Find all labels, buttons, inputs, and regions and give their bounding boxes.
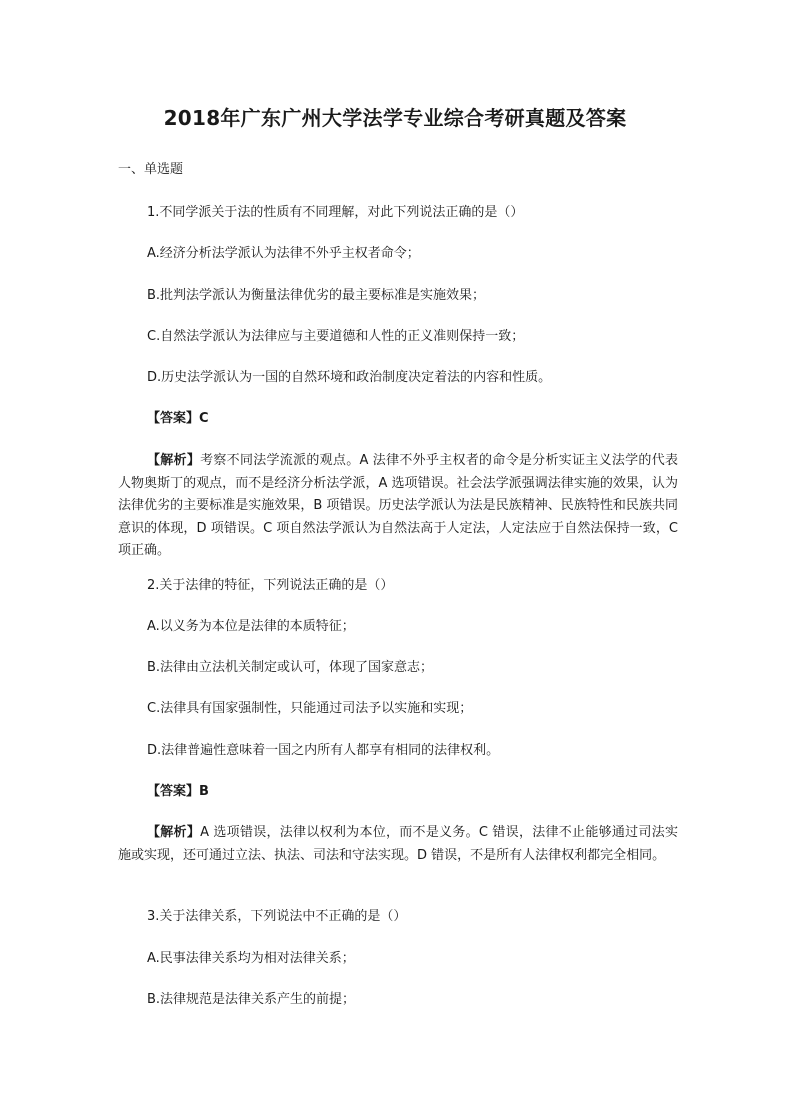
question-1-option-a: A.经济分析法学派认为法律不外乎主权者命令； — [147, 246, 420, 261]
question-2-stem: 2.关于法律的特征，下列说法正确的是（） — [147, 578, 394, 593]
analysis-text: A 选项错误，法律以权利为本位，而不是义务。C 错误，法律不止能够通过司法实施或实现，还可通过立法、执法、司法和守法实现。D 错误，不是所有人法律权利都完全相同。 — [118, 825, 678, 863]
question-1-option-b: B.批判法学派认为衡量法律优劣的最主要标准是实施效果； — [147, 288, 486, 303]
question-1-option-d: D.历史法学派认为一国的自然环境和政治制度决定着法的内容和性质。 — [147, 370, 552, 385]
section-heading: 一、单选题 — [118, 162, 184, 177]
question-2-option-d: D.法律普遍性意味着一国之内所有人都享有相同的法律权利。 — [147, 743, 500, 758]
analysis-text: 考察不同法学流派的观点。A 法律不外乎主权者的命令是分析实证主义法学的代表人物奥斯丁的观点，而不是经济分析法学派，A 选项错误。社会法学派强调法律实施的效果，认为法律优劣的主要标准是实施效果，B 项错误。历史法学派认为法是民族精神、民族特性和民族共同意识的体现，D 项错误。C 项自然法学派认为自然法高于人定法，人定法应于自然法保持一致，C 项正确。 — [118, 453, 678, 558]
question-1-stem: 1.不同学派关于法的性质有不同理解，对此下列说法正确的是（） — [147, 205, 524, 220]
question-2-option-a: A.以义务为本位是法律的本质特征； — [147, 619, 355, 634]
question-1-option-c: C.自然法学派认为法律应与主要道德和人性的正义准则保持一致； — [147, 329, 525, 344]
question-2-option-b: B.法律由立法机关制定或认可，体现了国家意志； — [147, 660, 434, 675]
question-3-option-a: A.民事法律关系均为相对法律关系； — [147, 951, 355, 966]
question-3-stem: 3.关于法律关系，下列说法中不正确的是（） — [147, 909, 407, 924]
question-2-answer: 【答案】B — [147, 784, 209, 799]
question-1-answer: 【答案】C — [147, 411, 209, 426]
document-title: 2018年广东广州大学法学专业综合考研真题及答案 — [163, 106, 627, 130]
question-2-option-c: C.法律具有国家强制性，只能通过司法予以实施和实现； — [147, 701, 473, 716]
question-2-analysis — [118, 822, 678, 867]
question-3-option-b: B.法律规范是法律关系产生的前提； — [147, 992, 356, 1007]
analysis-label: 【解析】 — [147, 825, 201, 840]
analysis-label: 【解析】 — [147, 453, 201, 468]
question-1-analysis — [118, 450, 678, 563]
